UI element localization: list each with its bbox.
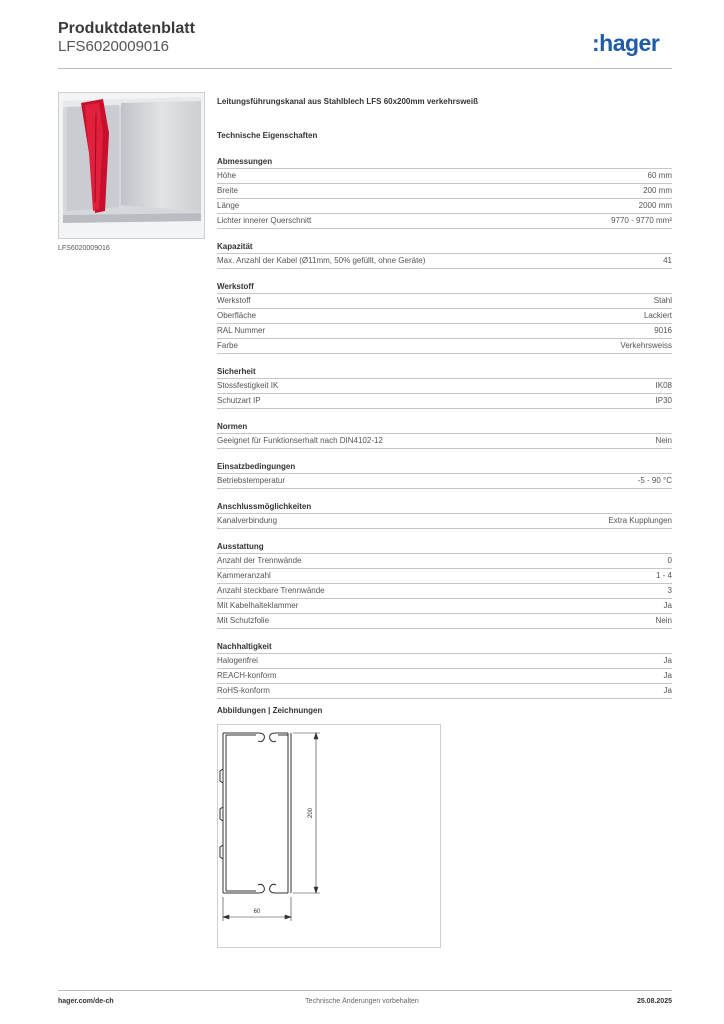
property-value: 1 - 4	[655, 571, 672, 580]
footer-date: 25.08.2025	[636, 998, 672, 1005]
hager-logo	[592, 27, 672, 59]
section-spacer	[217, 229, 672, 241]
property-label: Lichter innerer Querschnitt	[217, 216, 312, 225]
section-spacer	[217, 449, 672, 461]
property-row	[217, 684, 672, 699]
property-row	[217, 184, 672, 199]
property-label: Stossfestigkeit IK	[217, 381, 279, 390]
property-value: Ja	[663, 601, 672, 610]
technical-heading: Technische Eigenschaften	[217, 131, 318, 140]
property-row	[217, 584, 672, 599]
section-title: Nachhaltigkeit	[217, 641, 672, 654]
section-spacer	[217, 409, 672, 421]
property-row	[217, 669, 672, 684]
property-sections	[217, 156, 672, 699]
property-label: RAL Nummer	[217, 326, 266, 335]
section-spacer	[217, 489, 672, 501]
footer-divider	[58, 990, 672, 991]
property-value: 3	[667, 586, 672, 595]
property-label: Schutzart IP	[217, 396, 261, 405]
footer-disclaimer: Technische Änderungen vorbehalten	[305, 998, 419, 1005]
property-value: Stahl	[653, 296, 672, 305]
property-label: Farbe	[217, 341, 238, 350]
property-row	[217, 254, 672, 269]
property-label: Max. Anzahl der Kabel (Ø11mm, 50% gefüllt, ohne Geräte)	[217, 256, 426, 265]
property-label: Halogenfrei	[217, 656, 258, 665]
property-row	[217, 169, 672, 184]
image-caption: LFS6020009016	[58, 245, 110, 252]
property-value: 9016	[654, 326, 672, 335]
product-image	[58, 92, 205, 239]
property-row	[217, 214, 672, 229]
property-value: Verkehrsweiss	[620, 341, 672, 350]
property-row	[217, 309, 672, 324]
property-label: Werkstoff	[217, 296, 251, 305]
property-label: REACH-konform	[217, 671, 277, 680]
property-label: Kanalverbindung	[217, 516, 278, 525]
page-title: Produktdatenblatt	[58, 20, 195, 37]
property-label: Betriebstemperatur	[217, 476, 286, 485]
property-row	[217, 199, 672, 214]
property-row	[217, 294, 672, 309]
property-label: Geeignet für Funktionserhalt nach DIN4102-12	[217, 436, 383, 445]
section-title: Kapazität	[217, 241, 672, 254]
property-label: Anzahl der Trennwände	[217, 556, 302, 565]
property-value: 2000 mm	[638, 201, 672, 210]
property-label: Höhe	[217, 171, 237, 180]
section-spacer	[217, 354, 672, 366]
property-row	[217, 599, 672, 614]
property-value: Ja	[663, 671, 672, 680]
property-label: RoHS-konform	[217, 686, 270, 695]
section-title: Ausstattung	[217, 541, 672, 554]
section-title: Normen	[217, 421, 672, 434]
section-title: Anschlussmöglichkeiten	[217, 501, 672, 514]
property-label: Breite	[217, 186, 238, 195]
dimension-height: 200	[308, 807, 314, 819]
property-value: IP30	[655, 396, 672, 405]
dimension-width: 60	[253, 909, 261, 915]
property-row	[217, 654, 672, 669]
property-value: Ja	[663, 656, 672, 665]
property-label: Mit Schutzfolie	[217, 616, 270, 625]
property-value: 200 mm	[643, 186, 672, 195]
property-row	[217, 434, 672, 449]
property-value: 60 mm	[647, 171, 672, 180]
hager-logo-text: :hager	[592, 30, 660, 56]
property-label: Kammeranzahl	[217, 571, 271, 580]
article-number: LFS6020009016	[58, 38, 169, 55]
property-row	[217, 474, 672, 489]
product-description: Leitungsführungskanal aus Stahlblech LFS 60x200mm verkehrsweiß	[217, 97, 478, 106]
footer-website-link[interactable]: hager.com/de-ch	[58, 998, 114, 1005]
property-value: Nein	[655, 616, 672, 625]
section-title: Werkstoff	[217, 281, 672, 294]
property-value: IK08	[655, 381, 672, 390]
property-row	[217, 394, 672, 409]
property-value: -5 - 90 °C	[637, 476, 672, 485]
property-label: Anzahl steckbare Trennwände	[217, 586, 325, 595]
property-value: 41	[663, 256, 672, 265]
header-divider	[58, 68, 672, 69]
section-spacer	[217, 629, 672, 641]
property-row	[217, 569, 672, 584]
property-label: Mit Kabelhalteklammer	[217, 601, 299, 610]
section-spacer	[217, 269, 672, 281]
property-value: 9770 - 9770 mm²	[611, 216, 672, 225]
section-title: Abmessungen	[217, 156, 672, 169]
property-row	[217, 614, 672, 629]
section-spacer	[217, 529, 672, 541]
property-value: Ja	[663, 686, 672, 695]
property-value: Lackiert	[643, 311, 672, 320]
property-label: Oberfläche	[217, 311, 257, 320]
property-row	[217, 554, 672, 569]
property-row	[217, 379, 672, 394]
property-label: Länge	[217, 201, 240, 210]
section-title: Einsatzbedingungen	[217, 461, 672, 474]
drawings-title: Abbildungen | Zeichnungen	[217, 706, 323, 715]
property-row	[217, 514, 672, 529]
technical-drawing	[217, 724, 441, 948]
property-row	[217, 339, 672, 354]
section-title: Sicherheit	[217, 366, 672, 379]
property-value: Extra Kupplungen	[608, 516, 672, 525]
property-value: 0	[667, 556, 672, 565]
property-value: Nein	[655, 436, 672, 445]
property-row	[217, 324, 672, 339]
